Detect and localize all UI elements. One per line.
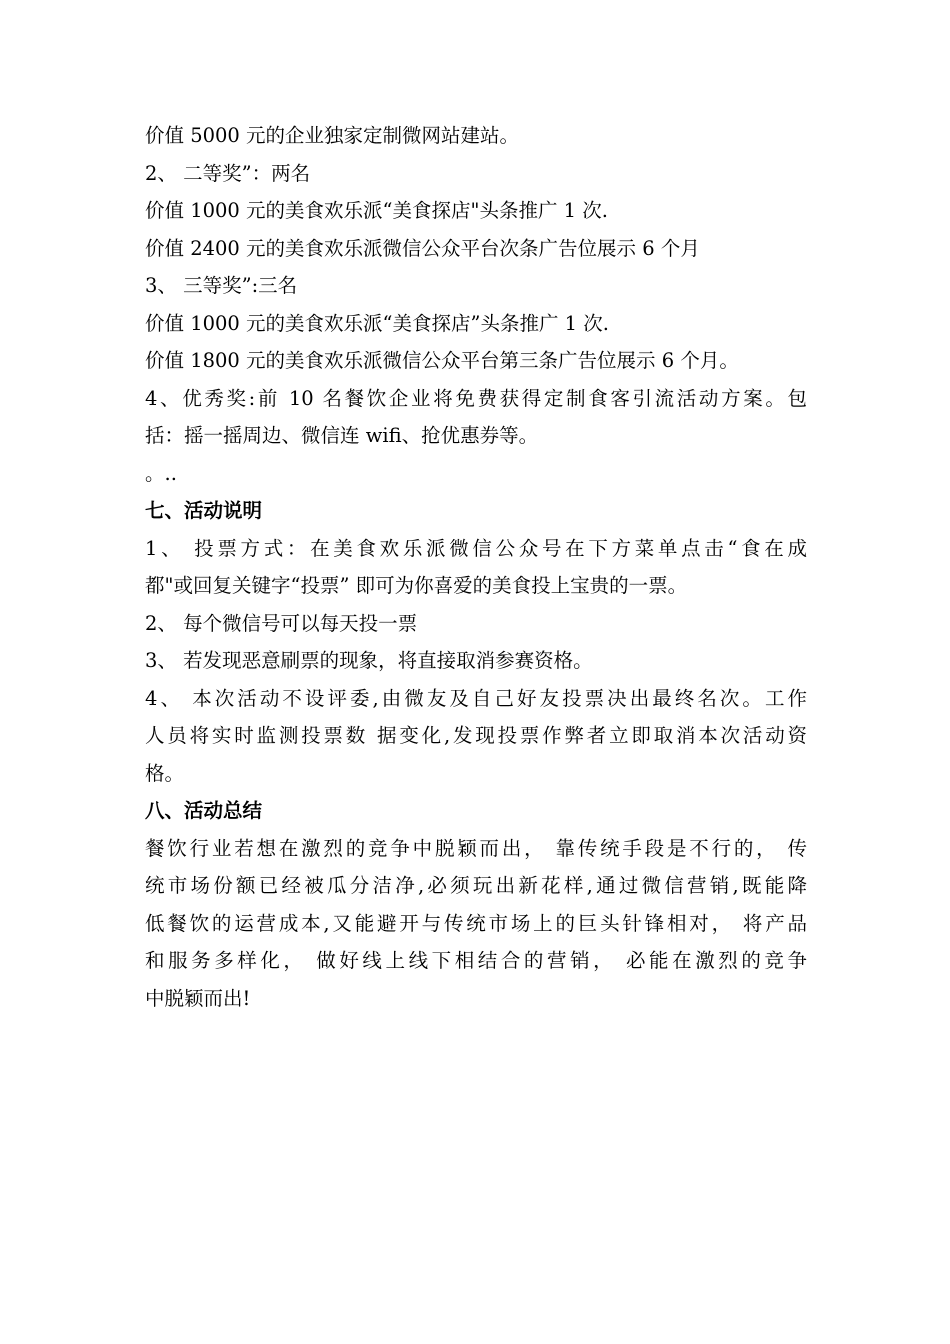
section-7-heading: 七、活动说明 [145,499,263,522]
section-7-item-4-line-1: 4、 本次活动不设评委,由微友及自己好友投票决出最终名次。工作 [145,686,807,710]
document-page [145,117,807,1017]
section-7-item-3: 3、 若发现恶意刷票的现象，将直接取消参赛资格。 [145,649,593,672]
section-7-item-1-line-2: 都"或回复关键字“投票” 即可为你喜爱的美食投上宝贵的一票。 [145,574,688,597]
section-7-item-1-line-1: 1、 投票方式：在美食欢乐派微信公众号在下方菜单点击“食在成 [145,536,807,560]
section-7-item-4-line-2: 人员将实时监测投票数 据变化,发现投票作弊者立即取消本次活动资 [145,724,807,747]
first-prize-value: 价值 5000 元的企业独家定制微网站建站。 [145,124,520,147]
section-7-item-4-line-3: 格。 [145,761,185,785]
section-8-line-1: 餐饮行业若想在激烈的竞争中脱颖而出， 靠传统手段是不行的， 传 [145,836,807,860]
section-8-line-2: 统市场份额已经被瓜分洁净,必须玩出新花样,通过微信营销,既能降 [145,874,807,897]
section-7-item-2: 2、 每个微信号可以每天投一票 [145,611,418,635]
section-8-heading: 八、活动总结 [145,799,263,822]
ellipsis-text: 。.. [145,461,177,485]
third-prize-title: 3、 三等奖”:三名 [145,274,298,297]
section-8-line-4: 和服务多样化， 做好线上线下相结合的营销， 必能在激烈的竞争 [145,949,807,972]
second-prize-item-2: 价值 2400 元的美食欢乐派微信公众平台次条广告位展示 6 个月 [145,236,700,260]
second-prize-item-1: 价值 1000 元的美食欢乐派“美食探店"头条推广 1 次. [145,199,608,222]
third-prize-item-1: 价值 1000 元的美食欢乐派“美食探店”头条推广 1 次. [145,311,609,335]
excellent-prize-line-1: 4、优秀奖:前 10 名餐饮企业将免费获得定制食客引流活动方案。包 [145,386,807,410]
excellent-prize-line-2: 括：摇一摇周边、微信连 wifi、抢优惠券等。 [145,424,539,447]
second-prize-title: 2、 二等奖”：两名 [145,161,311,185]
third-prize-item-2: 价值 1800 元的美食欢乐派微信公众平台第三条广告位展示 6 个月。 [145,349,739,372]
section-8-line-3: 低餐饮的运营成本,又能避开与传统市场上的巨头针锋相对， 将产品 [145,911,807,935]
section-8-line-5: 中脱颖而出! [145,986,251,1010]
